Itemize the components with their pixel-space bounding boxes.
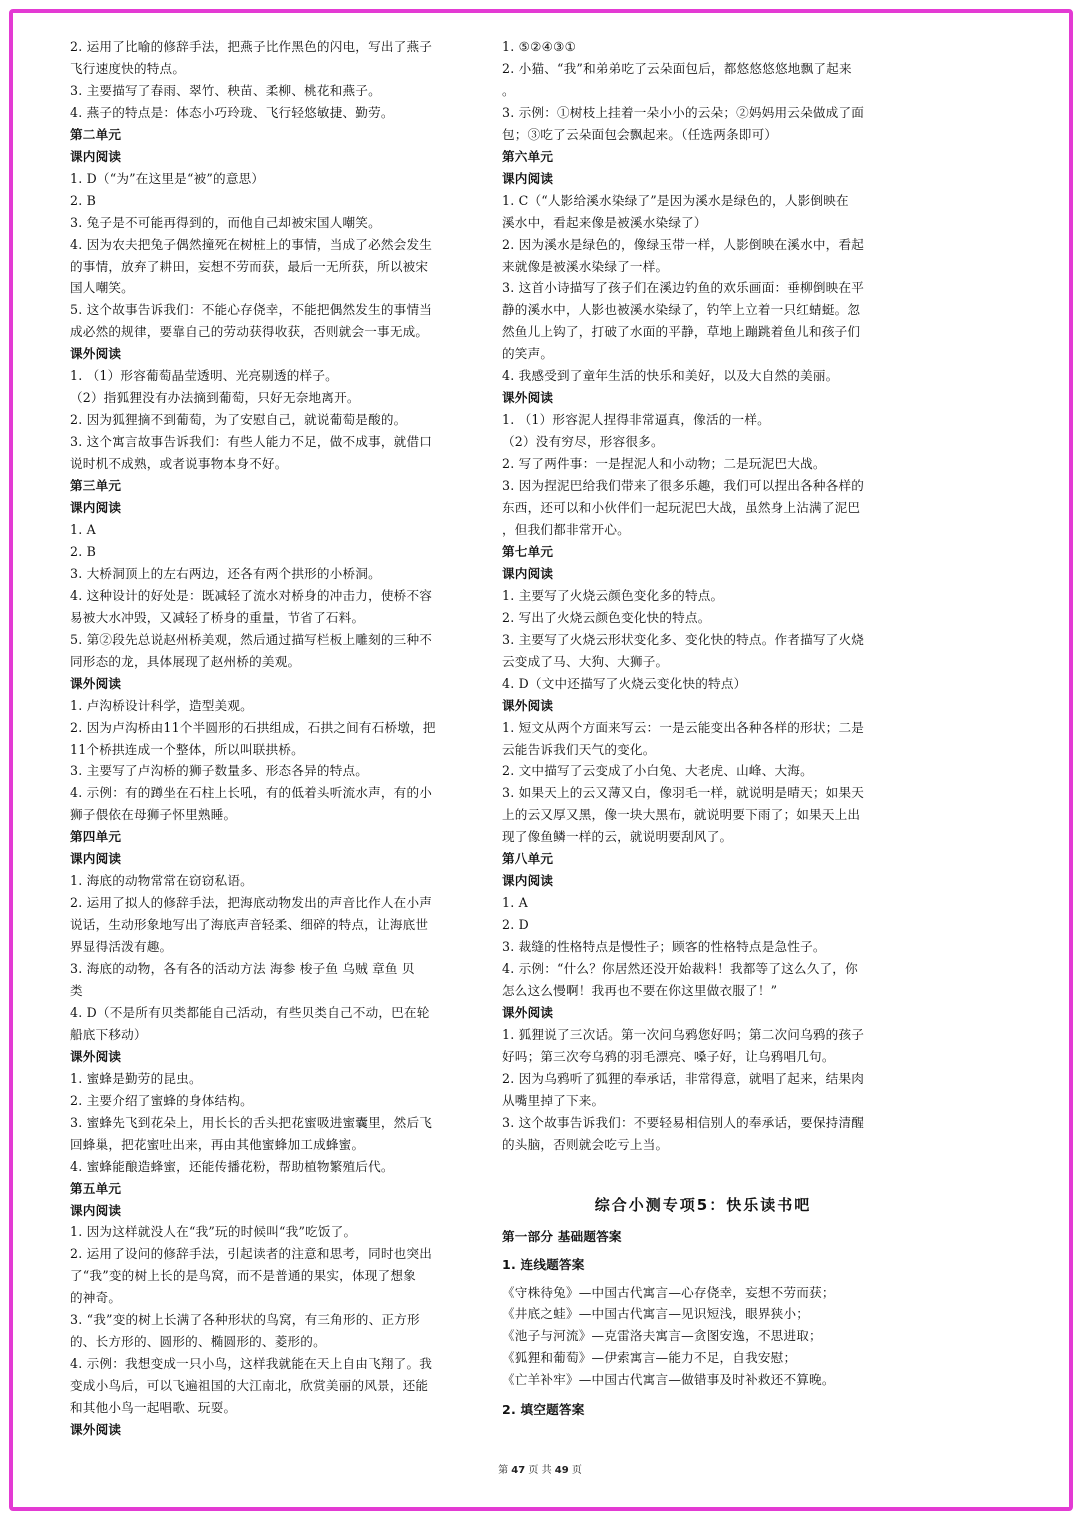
footer-prefix: 第	[498, 1465, 512, 1476]
answer-line: 2. 运用了设问的修辞手法，引起读者的注意和思考，同时也突出	[70, 1246, 433, 1262]
section-heading: 课外阅读	[502, 697, 554, 713]
matching-item: 《狐狸和葡萄》—伊索寓言—能力不足，自我安慰；	[502, 1350, 797, 1366]
answer-line: 2. 因为狐狸摘不到葡萄，为了安慰自己，就说葡萄是酸的。	[70, 412, 407, 428]
answer-line: 3. 因为捏泥巴给我们带来了很多乐趣，我们可以捏出各种各样的	[502, 478, 865, 494]
answer-line: 2. 小猫、“我”和弟弟吃了云朵面包后，都悠悠悠悠地飘了起来	[502, 60, 852, 76]
answer-line: 1. （1）形容葡萄晶莹透明、光亮剔透的样子。	[70, 368, 338, 384]
section-heading: 课外阅读	[502, 1004, 554, 1020]
answer-line: 3. 大桥洞顶上的左右两边，还各有两个拱形的小桥洞。	[70, 565, 381, 581]
matching-item: 《亡羊补牢》—中国古代寓言—做错事及时补救还不算晚。	[502, 1372, 835, 1388]
answer-line: 3. 如果天上的云又薄又白，像羽毛一样，就说明是晴天；如果天	[502, 785, 865, 801]
answer-line: 5. 这个故事告诉我们：不能心存侥幸，不能把偶然发生的事情当	[70, 302, 433, 318]
section-heading: 课内阅读	[502, 170, 554, 186]
answer-line: 3. 这首小诗描写了孩子们在溪边钓鱼的欢乐画面：垂柳倒映在平	[502, 280, 865, 296]
answer-line: 2. 主要介绍了蜜蜂的身体结构。	[70, 1092, 253, 1108]
answer-line: 2. 运用了拟人的修辞手法，把海底动物发出的声音比作人在小声	[70, 895, 433, 911]
answer-line: 易被大水冲毁，又减轻了桥身的重量，节省了石料。	[70, 609, 365, 625]
section-heading: 课外阅读	[502, 390, 554, 406]
answer-line: 包；③吃了云朵面包会飘起来。（任选两条即可）	[502, 126, 778, 142]
answer-line: 1. ⑤②④③①	[502, 39, 577, 54]
answer-line: 3. 裁缝的性格特点是慢性子；顾客的性格特点是急性子。	[502, 939, 826, 955]
matching-item: 《池子与河流》—克雷洛夫寓言—贪图安逸，不思进取；	[502, 1328, 822, 1344]
section-heading: 第七单元	[502, 543, 554, 559]
answer-line: 。	[502, 82, 515, 98]
section-heading: 课内阅读	[70, 1202, 122, 1218]
right-column	[502, 36, 904, 1427]
answer-line: 1. （1）形容泥人捏得非常逼真，像活的一样。	[502, 412, 770, 428]
answer-line: 东西，还可以和小伙伴们一起玩泥巴大战，虽然身上沾满了泥巴	[502, 500, 861, 516]
answer-line: 成必然的规律，要靠自己的劳动获得收获，否则就会一事无成。	[70, 324, 429, 340]
answer-line: 船底下移动）	[70, 1026, 147, 1042]
answer-line: 3. 这个寓言故事告诉我们：有些人能力不足，做不成事，就借口	[70, 434, 433, 450]
answer-line: 4. D（不是所有贝类都能自己活动，有些贝类自己不动，巴在轮	[70, 1004, 430, 1020]
answer-line: 4. 燕子的特点是：体态小巧玲珑、飞行轻悠敏捷、勤劳。	[70, 104, 394, 120]
answer-line: 2. D	[502, 917, 529, 933]
section-heading: 课内阅读	[502, 873, 554, 889]
answer-line: 界显得活泼有趣。	[70, 939, 173, 955]
answer-line: 1. D（“为”在这里是“被”的意思）	[70, 170, 265, 186]
answer-line: 4. 这种设计的好处是：既减轻了流水对桥身的冲击力，使桥不容	[70, 587, 433, 603]
answer-line: 怎么这么慢啊！我再也不要在你这里做衣服了！”	[502, 982, 778, 998]
section-heading: 课内阅读	[70, 851, 122, 867]
answer-line: 国人嘲笑。	[70, 280, 134, 296]
answer-line: 飞行速度快的特点。	[70, 60, 186, 76]
answer-line: 然鱼儿上钩了，打破了水面的平静，草地上蹦跳着鱼儿和孩子们	[502, 324, 861, 340]
answer-line: 2. 写出了火烧云颜色变化快的特点。	[502, 609, 711, 625]
part-heading: 第一部分 基础题答案	[502, 1228, 622, 1244]
answer-line: 3. 蜜蜂先飞到花朵上，用长长的舌头把花蜜吸进蜜囊里，然后飞	[70, 1114, 433, 1130]
right-answers	[502, 36, 904, 1156]
section-heading: 第五单元	[70, 1180, 122, 1196]
answer-line: 2. 因为乌鸦听了狐狸的奉承话，非常得意，就唱了起来，结果肉	[502, 1070, 865, 1086]
answer-line: 4. 示例：“什么？你居然还没开始裁料！我都等了这么久了，你	[502, 961, 858, 977]
section-heading: 课外阅读	[70, 675, 122, 691]
answer-line: 1. 卢沟桥设计科学，造型美观。	[70, 697, 253, 713]
answer-line: 4. 因为农夫把兔子偶然撞死在树桩上的事情，当成了必然会发生	[70, 236, 433, 252]
section-heading: 课内阅读	[70, 500, 122, 516]
answer-line: 变成小鸟后，可以飞遍祖国的大江南北，欣赏美丽的风景，还能	[70, 1378, 429, 1394]
matching-item: 《守株待兔》—中国古代寓言—心存侥幸，妄想不劳而获；	[502, 1284, 835, 1300]
answer-line: 3. 主要描写了春雨、翠竹、秧苗、柔柳、桃花和燕子。	[70, 82, 381, 98]
left-column	[70, 36, 474, 1441]
answer-line: 1. 狐狸说了三次话。第一次问乌鸦您好吗；第二次问乌鸦的孩子	[502, 1026, 865, 1042]
answer-line: 说话，生动形象地写出了海底声音轻柔、细碎的特点，让海底世	[70, 917, 429, 933]
answer-line: 3. 主要写了卢沟桥的狮子数量多、形态各异的特点。	[70, 763, 369, 779]
answer-line: 溪水中，看起来像是被溪水染绿了）	[502, 214, 707, 230]
answer-line: 1. 蜜蜂是勤劳的昆虫。	[70, 1070, 202, 1086]
section-heading: 第二单元	[70, 126, 122, 142]
answer-line: 1. 海底的动物常常在窃窃私语。	[70, 873, 253, 889]
answer-line: 2. 写了两件事：一是捏泥人和小动物；二是玩泥巴大战。	[502, 456, 826, 472]
answer-line: 3. 示例：①树枝上挂着一朵小小的云朵；②妈妈用云朵做成了面	[502, 104, 865, 120]
answer-line: 2. 因为溪水是绿色的，像绿玉带一样，人影倒映在溪水中，看起	[502, 236, 865, 252]
answer-line: 11个桥拱连成一个整体，所以叫联拱桥。	[70, 741, 304, 757]
answer-line: 4. 示例：我想变成一只小鸟，这样我就能在天上自由飞翔了。我	[70, 1356, 433, 1372]
answer-line: 1. 因为这样就没人在“我”玩的时候叫“我”吃饭了。	[70, 1224, 357, 1240]
answer-line: 狮子偎依在母狮子怀里熟睡。	[70, 807, 237, 823]
answer-line: 3. “我”变的树上长满了各种形状的鸟窝，有三角形的、正方形	[70, 1312, 420, 1328]
answer-line: （2）指狐狸没有办法摘到葡萄，只好无奈地离开。	[70, 390, 360, 406]
answer-line: 1. C（“人影给溪水染绿了”是因为溪水是绿色的，人影倒映在	[502, 192, 849, 208]
answer-line: 的、长方形的、圆形的、椭圆形的、菱形的。	[70, 1334, 326, 1350]
answer-line: 静的溪水中，人影也被溪水染绿了，钓竿上立着一只红蜻蜓。忽	[502, 302, 861, 318]
section-heading: 第六单元	[502, 148, 554, 164]
answer-line: ，但我们都非常开心。	[502, 521, 630, 537]
section-heading: 课内阅读	[70, 148, 122, 164]
answer-line: 的事情，放弃了耕田，妄想不劳而获，最后一无所获，所以被宋	[70, 258, 429, 274]
answer-line: 和其他小鸟一起唱歌、玩耍。	[70, 1400, 237, 1416]
answer-line: 3. 海底的动物，各有各的活动方法 海参 梭子鱼 乌贼 章鱼 贝	[70, 961, 415, 977]
answer-line: 云能告诉我们天气的变化。	[502, 741, 656, 757]
answer-line: 4. 我感受到了童年生活的快乐和美好，以及大自然的美丽。	[502, 368, 839, 384]
answer-line: 2. B	[70, 192, 97, 208]
answer-line: 的神奇。	[70, 1290, 122, 1306]
answer-line: 回蜂巢，把花蜜吐出来，再由其他蜜蜂加工成蜂蜜。	[70, 1136, 365, 1152]
answer-line: 1. 主要写了火烧云颜色变化多的特点。	[502, 587, 724, 603]
section-heading: 课外阅读	[70, 346, 122, 362]
total-pages: 49	[554, 1465, 569, 1476]
question-heading-2: 2. 填空题答案	[502, 1402, 585, 1418]
answer-line: 4. D（文中还描写了火烧云变化快的特点）	[502, 675, 747, 691]
section-heading: 课外阅读	[70, 1422, 122, 1438]
page-footer	[0, 1461, 1080, 1476]
answer-line: 3. 这个故事告诉我们：不要轻易相信别人的奉承话，要保持清醒	[502, 1114, 865, 1130]
current-page: 47	[511, 1465, 526, 1476]
answer-line: 2. 运用了比喻的修辞手法，把燕子比作黑色的闪电，写出了燕子	[70, 39, 433, 54]
answer-line: 云变成了马、大狗、大狮子。	[502, 653, 669, 669]
section-heading: 课外阅读	[70, 1048, 122, 1064]
gap	[502, 1391, 904, 1397]
section-heading: 第三单元	[70, 478, 122, 494]
answer-line: 4. 示例：有的蹲坐在石柱上长吼，有的低着头听流水声，有的小	[70, 785, 433, 801]
section-heading: 第四单元	[70, 829, 122, 845]
answer-line: 2. B	[70, 543, 97, 559]
answer-line: 的头脑，否则就会吃亏上当。	[502, 1136, 669, 1152]
answer-line: 从嘴里掉了下来。	[502, 1092, 605, 1108]
matching-item: 《井底之蛙》—中国古代寓言—见识短浅，眼界狭小；	[502, 1306, 810, 1322]
answer-line: 2. 因为卢沟桥由11个半圆形的石拱组成，石拱之间有石桥墩，把	[70, 719, 436, 735]
answer-line: 上的云又厚又黑，像一块大黑布，就说明要下雨了；如果天上出	[502, 807, 861, 823]
answer-line: 现了像鱼鳞一样的云，就说明要刮风了。	[502, 829, 733, 845]
answer-line: 3. 兔子是不可能再得到的，而他自己却被宋国人嘲笑。	[70, 214, 381, 230]
answer-line: 的笑声。	[502, 346, 554, 362]
question-heading-1: 1. 连线题答案	[502, 1256, 585, 1272]
answer-line: 1. A	[70, 521, 96, 537]
answer-line: （2）没有穷尽，形容很多。	[502, 434, 664, 450]
answer-line: 1. 短文从两个方面来写云：一是云能变出各种各样的形状；二是	[502, 719, 865, 735]
footer-middle: 页 共	[525, 1465, 555, 1476]
answer-line: 同形态的龙，具体展现了赵州桥的美观。	[70, 653, 301, 669]
footer-suffix: 页	[568, 1465, 582, 1476]
answer-line: 3. 主要写了火烧云形状变化多、变化快的特点。作者描写了火烧	[502, 631, 865, 647]
answer-line: 5. 第②段先总说赵州桥美观，然后通过描写栏板上雕刻的三种不	[70, 631, 433, 647]
section-title: 综合小测专项5：快乐读书吧	[594, 1195, 812, 1214]
answer-line: 说时机不成熟，或者说事物本身不好。	[70, 456, 288, 472]
matching-answers	[502, 1282, 904, 1392]
section-heading: 第八单元	[502, 851, 554, 867]
spacer	[502, 1156, 904, 1178]
answer-line: 了“我”变的树上长的是鸟窝，而不是普通的果实，体现了想象	[70, 1268, 416, 1284]
answer-line: 好吗；第三次夸乌鸦的羽毛漂亮、嗓子好，让乌鸦唱几句。	[502, 1048, 835, 1064]
section-heading: 课内阅读	[502, 565, 554, 581]
answer-line: 类	[70, 982, 83, 998]
answer-line: 4. 蜜蜂能酿造蜂蜜，还能传播花粉，帮助植物繁殖后代。	[70, 1158, 394, 1174]
answer-line: 1. A	[502, 895, 528, 911]
answer-line: 2. 文中描写了云变成了小白兔、大老虎、山峰、大海。	[502, 763, 813, 779]
answer-line: 来就像是被溪水染绿了一样。	[502, 258, 669, 274]
